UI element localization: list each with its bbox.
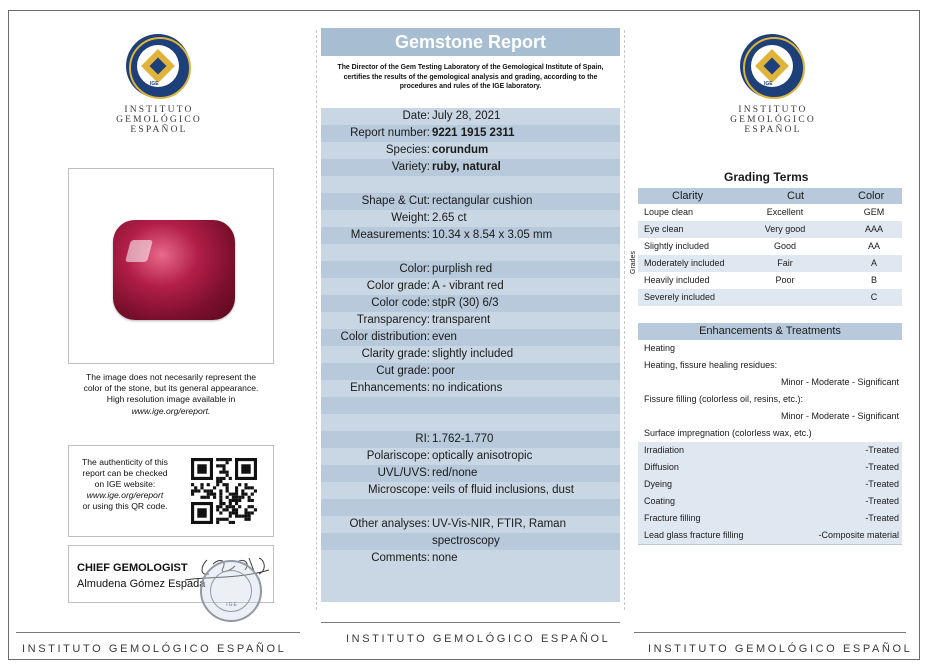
- footer-rule: [634, 632, 906, 633]
- field-label: Color grade:: [366, 280, 430, 292]
- report-row: [321, 159, 620, 176]
- enhancement-row: [638, 408, 902, 425]
- grading-clarity: Loupe clean: [644, 207, 694, 217]
- grading-color: GEM: [863, 207, 885, 217]
- report-title: Gemstone Report: [394, 32, 547, 52]
- field-value: even: [432, 331, 457, 343]
- report-row: [321, 499, 620, 516]
- report-panel: [321, 28, 620, 602]
- authenticity-box: [68, 445, 274, 537]
- report-intro: The Director of the Gem Testing Laboratory of the Gemological Institute of Spain, certifies the results of the gemological analysis and grading, according to the procedures and rules of the IGE laboratory.: [321, 56, 620, 108]
- report-row: [321, 363, 620, 380]
- field-label: Polariscope:: [366, 450, 430, 462]
- field-label: Microscope:: [368, 484, 430, 496]
- report-row: [321, 448, 620, 465]
- field-label: Color code:: [371, 297, 430, 309]
- field-label: RI:: [415, 433, 430, 445]
- field-label: Species:: [385, 144, 430, 156]
- enhancement-row: [638, 340, 902, 357]
- field-label: Cut grade:: [376, 365, 430, 377]
- enhancements-title: Enhancements & Treatments: [638, 323, 902, 340]
- field-value: ruby, natural: [432, 161, 501, 173]
- report-row: [321, 125, 620, 142]
- grading-color: AAA: [864, 224, 883, 234]
- logo-badge: IGE: [150, 81, 159, 87]
- grading-cut: Excellent: [766, 207, 804, 217]
- grading-terms-table: [630, 188, 902, 306]
- field-value: slightly included: [432, 348, 514, 360]
- ige-logo: [126, 34, 190, 98]
- report-fields: [321, 108, 620, 567]
- report-row: [321, 380, 620, 397]
- footer-left: INSTITUTO GEMOLÓGICO ESPAÑOL: [22, 643, 287, 655]
- field-label: Measurements:: [350, 229, 430, 241]
- report-row: [321, 176, 620, 193]
- report-row: [321, 244, 620, 261]
- footer-rule: [16, 632, 300, 633]
- header-color: Color: [858, 190, 885, 202]
- grading-clarity: Severely included: [644, 292, 716, 302]
- logo-wordmark: INSTITUTO GEMOLÓGICO ESPAÑOL: [116, 105, 202, 135]
- report-row: [321, 312, 620, 329]
- signer-title: CHIEF GEMOLOGIST: [77, 562, 188, 574]
- enhancement-label: Fissure filling (colorless oil, resins, etc.):: [644, 394, 804, 404]
- grading-color: B: [870, 275, 877, 285]
- report-row: [321, 142, 620, 159]
- enhancement-row: [638, 459, 902, 476]
- field-label: Variety:: [391, 161, 430, 173]
- field-value: no indications: [432, 382, 503, 394]
- field-value: rectangular cushion: [432, 195, 533, 207]
- enhancement-label: Dyeing: [644, 479, 673, 489]
- field-label: Enhancements:: [350, 382, 430, 394]
- enhancements-body: [638, 340, 902, 544]
- field-value: stpR (30) 6/3: [432, 297, 499, 309]
- grading-row: [638, 221, 902, 238]
- field-value: transparent: [432, 314, 491, 326]
- report-row: [321, 193, 620, 210]
- enhancement-value: -Treated: [865, 479, 899, 489]
- field-label: Comments:: [371, 552, 430, 564]
- report-row: [321, 533, 620, 550]
- field-label: Other analyses:: [349, 518, 430, 530]
- grading-clarity: Heavily included: [644, 275, 710, 285]
- enhancement-label: Lead glass fracture filling: [644, 530, 744, 540]
- enhancement-value: Minor - Moderate - Significant: [780, 377, 899, 387]
- grading-clarity: Slightly included: [644, 241, 710, 251]
- enhancement-row: [638, 425, 902, 442]
- report-row: [321, 465, 620, 482]
- field-value: purplish red: [432, 263, 493, 275]
- field-label: Weight:: [391, 212, 430, 224]
- authenticity-text: The authenticity of this report can be checked on IGE website: www.ige.org/ereport or using this QR code.: [75, 457, 175, 512]
- enhancement-value: -Treated: [865, 496, 899, 506]
- enhancement-label: Heating, fissure healing residues:: [644, 360, 778, 370]
- report-row: [321, 210, 620, 227]
- fold-line: [316, 30, 317, 610]
- enhancement-value: Minor - Moderate - Significant: [780, 411, 899, 421]
- right-panel: [628, 10, 920, 660]
- report-row: [321, 261, 620, 278]
- gemstone-image: [113, 220, 235, 320]
- field-value: spectroscopy: [432, 535, 500, 547]
- grading-terms-body: [638, 204, 902, 306]
- enhancement-row: [638, 357, 902, 374]
- image-disclaimer: The image does not necesarily represent the color of the stone, but its general appearance. High resolution image available in www.ige.org/ereport.: [68, 372, 274, 417]
- fold-line: [624, 30, 625, 610]
- enhancement-label: Surface impregnation (colorless wax, etc.): [644, 428, 812, 438]
- field-value: none: [432, 552, 458, 564]
- report-row: [321, 346, 620, 363]
- grading-row: [638, 255, 902, 272]
- field-label: Clarity grade:: [361, 348, 430, 360]
- report-row: [321, 550, 620, 567]
- header-cut: Cut: [787, 190, 805, 202]
- logo-wordmark: INSTITUTO GEMOLÓGICO ESPAÑOL: [730, 105, 816, 135]
- grading-cut: Fair: [777, 258, 793, 268]
- field-label: Transparency:: [356, 314, 430, 326]
- report-row: [321, 516, 620, 533]
- official-seal: IGE: [200, 560, 262, 622]
- field-value: A - vibrant red: [432, 280, 504, 292]
- grading-row: [638, 272, 902, 289]
- field-value: veils of fluid inclusions, dust: [432, 484, 574, 496]
- signer-name: Almudena Gómez Espada: [77, 578, 206, 590]
- field-value: 1.762-1.770: [432, 433, 494, 445]
- field-label: Color:: [399, 263, 430, 275]
- grading-color: C: [870, 292, 878, 302]
- report-row: [321, 482, 620, 499]
- footer-middle: INSTITUTO GEMOLÓGICO ESPAÑOL: [346, 633, 611, 645]
- field-label: UVL/UVS:: [377, 467, 430, 479]
- field-value: corundum: [432, 144, 489, 156]
- grading-color: AA: [867, 241, 880, 251]
- enhancement-row: [638, 510, 902, 527]
- qr-code-icon[interactable]: [191, 458, 257, 524]
- field-value: 10.34 x 8.54 x 3.05 mm: [432, 229, 553, 241]
- enhancement-value: -Treated: [865, 445, 899, 455]
- enhancement-row: [638, 374, 902, 391]
- report-row: [321, 414, 620, 431]
- enhancement-row: [638, 476, 902, 493]
- enhancement-row: [638, 527, 902, 544]
- field-label: Date:: [402, 110, 430, 122]
- enhancement-label: Diffusion: [644, 462, 679, 472]
- field-value: optically anisotropic: [432, 450, 533, 462]
- enhancement-value: -Treated: [865, 513, 899, 523]
- footer-right: INSTITUTO GEMOLÓGICO ESPAÑOL: [648, 643, 913, 655]
- grading-cut: Very good: [764, 224, 806, 234]
- field-value: 2.65 ct: [432, 212, 467, 224]
- field-label: Shape & Cut:: [361, 195, 430, 207]
- report-row: [321, 278, 620, 295]
- grading-clarity: Moderately included: [644, 258, 725, 268]
- footer-rule: [321, 622, 620, 623]
- field-value: 9221 1915 2311: [432, 127, 515, 139]
- grading-row: [638, 289, 902, 306]
- grading-cut: Good: [773, 241, 797, 251]
- grading-color: A: [870, 258, 877, 268]
- enhancement-label: Fracture filling: [644, 513, 701, 523]
- enhancement-row: [638, 493, 902, 510]
- report-row: [321, 397, 620, 414]
- enhancements-table: [638, 323, 902, 545]
- field-value: July 28, 2021: [432, 110, 501, 122]
- enhancement-row: [638, 391, 902, 408]
- report-row: [321, 295, 620, 312]
- enhancement-label: Coating: [644, 496, 676, 506]
- enhancement-value: -Composite material: [818, 530, 899, 540]
- field-label: Color distribution:: [340, 331, 430, 343]
- field-value: red/none: [432, 467, 478, 479]
- left-panel: [8, 10, 313, 660]
- logo-badge: IGE: [764, 81, 773, 87]
- enhancement-row: [638, 442, 902, 459]
- verify-link[interactable]: www.ige.org/ereport: [86, 490, 164, 500]
- report-row: [321, 108, 620, 125]
- grading-row: [638, 204, 902, 221]
- grading-terms-title: Grading Terms: [724, 170, 809, 184]
- ereport-link[interactable]: www.ige.org/ereport.: [131, 405, 211, 416]
- field-label: Report number:: [350, 127, 430, 139]
- title-band: [321, 28, 620, 56]
- report-row: [321, 431, 620, 448]
- grading-cut: Poor: [775, 275, 795, 285]
- field-value: poor: [432, 365, 456, 377]
- ige-logo: [740, 34, 804, 98]
- grading-row: [638, 238, 902, 255]
- report-row: [321, 329, 620, 346]
- grades-side-label: Grades: [630, 251, 637, 274]
- header-clarity: Clarity: [672, 190, 704, 202]
- enhancement-value: -Treated: [865, 462, 899, 472]
- report-row: [321, 227, 620, 244]
- grading-clarity: Eye clean: [644, 224, 684, 234]
- enhancement-label: Irradiation: [644, 445, 685, 455]
- enhancement-label: Heating: [644, 343, 676, 353]
- grading-terms-header: [638, 188, 902, 204]
- field-value: UV-Vis-NIR, FTIR, Raman: [432, 518, 566, 530]
